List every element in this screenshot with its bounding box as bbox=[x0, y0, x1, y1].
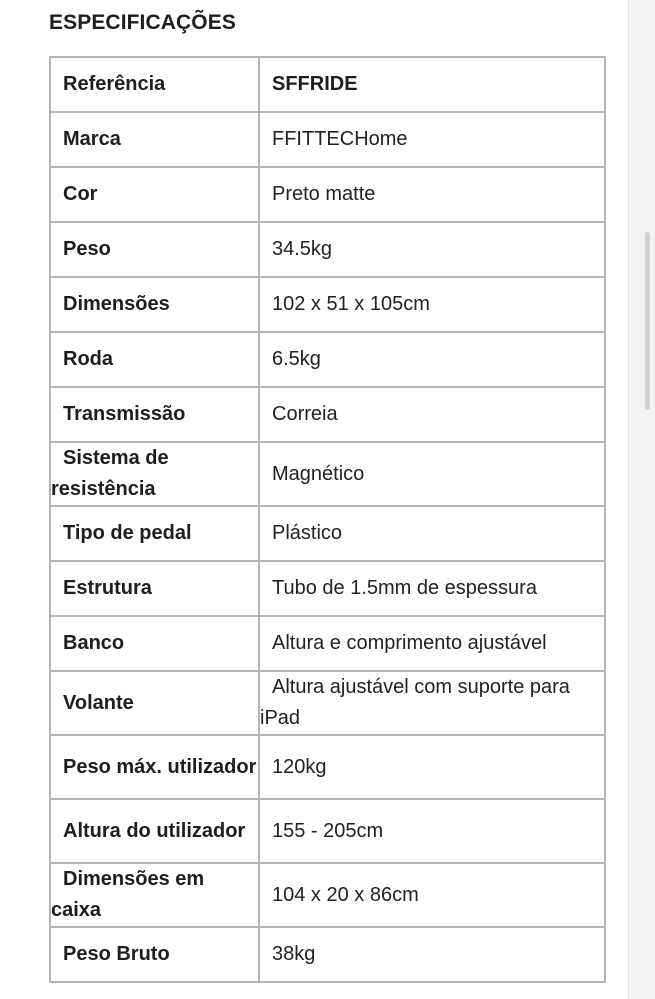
spec-value: 102 x 51 x 105cm bbox=[272, 293, 430, 315]
spec-key: Peso Bruto bbox=[63, 943, 170, 965]
table-row bbox=[50, 167, 605, 222]
spec-value: 120kg bbox=[272, 755, 327, 778]
spec-value-cell bbox=[259, 112, 605, 167]
spec-key: Estrutura bbox=[63, 577, 152, 599]
table-row bbox=[50, 112, 605, 167]
spec-value-cell bbox=[259, 506, 605, 561]
spec-key-cell bbox=[50, 561, 259, 616]
spec-key: Referência bbox=[63, 73, 166, 95]
spec-value-cell bbox=[259, 387, 605, 442]
spec-value-cell bbox=[259, 863, 605, 927]
spec-key-cell bbox=[50, 799, 259, 863]
table-row bbox=[50, 616, 605, 671]
spec-key: Banco bbox=[63, 632, 125, 654]
table-row bbox=[50, 277, 605, 332]
spec-value-cell bbox=[259, 167, 605, 222]
spec-key-cell bbox=[50, 387, 259, 442]
spec-key-cell bbox=[50, 863, 259, 927]
spec-key: Peso máx. utilizador bbox=[63, 755, 257, 778]
table-row bbox=[50, 561, 605, 616]
spec-key: Altura do utilizador bbox=[63, 819, 246, 842]
spec-value: Tubo de 1.5mm de espessura bbox=[272, 577, 537, 599]
spec-value: Preto matte bbox=[272, 183, 376, 205]
spec-key: Roda bbox=[63, 348, 113, 370]
spec-value: 34.5kg bbox=[272, 238, 333, 260]
spec-value: 6.5kg bbox=[272, 348, 321, 370]
spec-value-cell bbox=[259, 799, 605, 863]
spec-value: 38kg bbox=[272, 943, 316, 965]
spec-key-cell bbox=[50, 506, 259, 561]
spec-key-cell bbox=[50, 442, 259, 506]
section-title: ESPECIFICAÇÕES bbox=[49, 11, 236, 34]
spec-value-cell bbox=[259, 57, 605, 112]
spec-value: SFFRIDE bbox=[272, 73, 358, 95]
table-row bbox=[50, 735, 605, 799]
spec-value: Magnético bbox=[272, 462, 365, 485]
scrollbar-thumb[interactable] bbox=[645, 232, 650, 410]
spec-key-cell bbox=[50, 57, 259, 112]
spec-key: Dimensões em caixa bbox=[51, 868, 205, 921]
spec-value-cell bbox=[259, 277, 605, 332]
spec-value: Altura e comprimento ajustável bbox=[272, 632, 547, 654]
table-row bbox=[50, 799, 605, 863]
spec-value: FFITTECHome bbox=[272, 128, 408, 150]
spec-value-cell bbox=[259, 222, 605, 277]
spec-value: Correia bbox=[272, 403, 338, 425]
spec-value-cell bbox=[259, 735, 605, 799]
spec-key-cell bbox=[50, 277, 259, 332]
spec-value: Plástico bbox=[272, 522, 343, 544]
spec-key-cell bbox=[50, 222, 259, 277]
spec-value-cell bbox=[259, 442, 605, 506]
spec-key: Tipo de pedal bbox=[63, 522, 192, 544]
table-row bbox=[50, 332, 605, 387]
spec-value-cell bbox=[259, 616, 605, 671]
table-row bbox=[50, 506, 605, 561]
spec-value-cell bbox=[259, 332, 605, 387]
specifications-table bbox=[49, 56, 606, 983]
spec-key: Peso bbox=[63, 238, 111, 260]
table-row bbox=[50, 387, 605, 442]
spec-key: Sistema de resistência bbox=[51, 447, 169, 500]
table-row bbox=[50, 671, 605, 735]
spec-value: 104 x 20 x 86cm bbox=[272, 883, 419, 906]
spec-key: Volante bbox=[63, 691, 134, 714]
spec-value-cell bbox=[259, 927, 605, 982]
table-row bbox=[50, 57, 605, 112]
table-row bbox=[50, 442, 605, 506]
spec-key-cell bbox=[50, 167, 259, 222]
spec-key-cell bbox=[50, 735, 259, 799]
spec-key-cell bbox=[50, 112, 259, 167]
spec-value: Altura ajustável com suporte para iPad bbox=[260, 676, 570, 729]
spec-value-cell bbox=[259, 671, 605, 735]
spec-key: Dimensões bbox=[63, 293, 170, 315]
spec-key: Transmissão bbox=[63, 403, 186, 425]
table-row bbox=[50, 927, 605, 982]
spec-key-cell bbox=[50, 332, 259, 387]
spec-value: 155 - 205cm bbox=[272, 819, 384, 842]
spec-key-cell bbox=[50, 616, 259, 671]
table-row bbox=[50, 222, 605, 277]
spec-key: Cor bbox=[63, 183, 98, 205]
spec-value-cell bbox=[259, 561, 605, 616]
spec-key-cell bbox=[50, 927, 259, 982]
table-row bbox=[50, 863, 605, 927]
spec-key-cell bbox=[50, 671, 259, 735]
spec-key: Marca bbox=[63, 128, 121, 150]
